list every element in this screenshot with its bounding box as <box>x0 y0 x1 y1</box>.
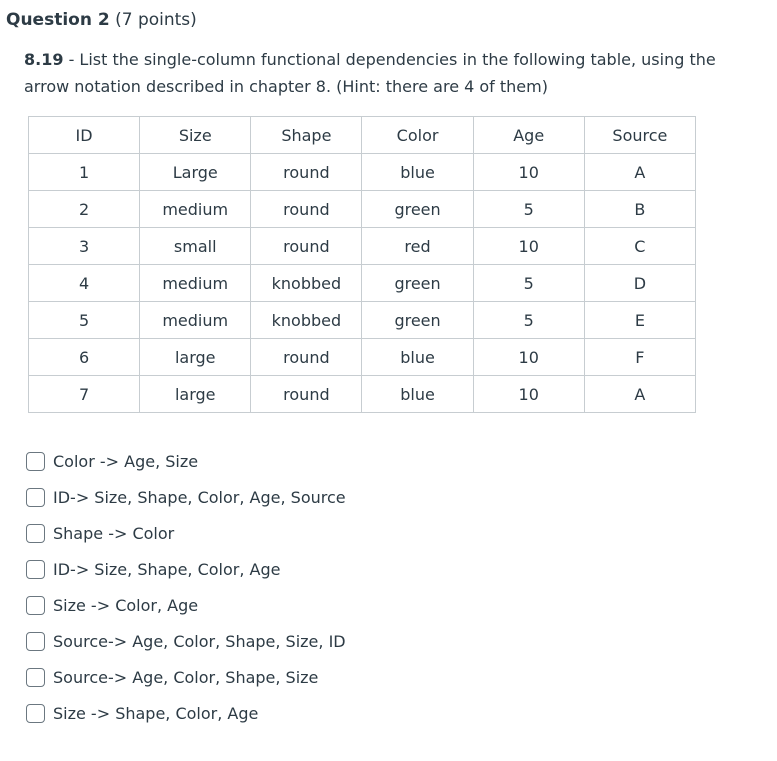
table-cell: red <box>362 228 473 265</box>
table-cell: large <box>140 339 251 376</box>
table-cell: 5 <box>473 191 584 228</box>
table-cell: 5 <box>473 265 584 302</box>
table-cell: medium <box>140 265 251 302</box>
question-header <box>6 9 197 31</box>
table-row <box>29 376 696 413</box>
table-cell: blue <box>362 376 473 413</box>
option-label: ID-> Size, Shape, Color, Age <box>53 559 281 579</box>
prompt-text: - List the single-column functional dependencies in the following table, using the arrow notation described in chapter 8. (Hint: there are 4 of them) <box>24 50 716 96</box>
option-label: ID-> Size, Shape, Color, Age, Source <box>53 487 346 507</box>
answer-option[interactable] <box>26 515 346 551</box>
table-cell: 10 <box>473 154 584 191</box>
table-cell: round <box>251 154 362 191</box>
column-header: Size <box>140 117 251 154</box>
table-cell: B <box>584 191 695 228</box>
checkbox-icon[interactable] <box>26 452 45 471</box>
prompt-number: 8.19 <box>24 50 64 69</box>
table-row <box>29 228 696 265</box>
option-label: Source-> Age, Color, Shape, Size <box>53 667 319 687</box>
column-header: Source <box>584 117 695 154</box>
table-cell: 4 <box>29 265 140 302</box>
table-cell: D <box>584 265 695 302</box>
table-cell: large <box>140 376 251 413</box>
table-cell: 5 <box>29 302 140 339</box>
table-row <box>29 154 696 191</box>
column-header: ID <box>29 117 140 154</box>
table-cell: E <box>584 302 695 339</box>
table-cell: 6 <box>29 339 140 376</box>
checkbox-icon[interactable] <box>26 560 45 579</box>
answer-option[interactable] <box>26 623 346 659</box>
answer-option[interactable] <box>26 695 346 731</box>
question-title: Question 2 <box>6 10 110 30</box>
table-cell: round <box>251 339 362 376</box>
option-label: Color -> Age, Size <box>53 451 199 471</box>
checkbox-icon[interactable] <box>26 596 45 615</box>
option-label: Source-> Age, Color, Shape, Size, ID <box>53 631 346 651</box>
table-cell: F <box>584 339 695 376</box>
table-cell: green <box>362 302 473 339</box>
checkbox-icon[interactable] <box>26 704 45 723</box>
column-header: Age <box>473 117 584 154</box>
table-cell: 1 <box>29 154 140 191</box>
table-cell: 10 <box>473 228 584 265</box>
table-cell: small <box>140 228 251 265</box>
column-header: Color <box>362 117 473 154</box>
checkbox-icon[interactable] <box>26 488 45 507</box>
table-row <box>29 302 696 339</box>
option-label: Shape -> Color <box>53 523 175 543</box>
table-cell: 7 <box>29 376 140 413</box>
checkbox-icon[interactable] <box>26 524 45 543</box>
table-cell: round <box>251 228 362 265</box>
question-points: (7 points) <box>115 10 197 30</box>
data-table <box>28 116 696 413</box>
answer-options <box>26 443 346 731</box>
checkbox-icon[interactable] <box>26 668 45 687</box>
table-cell: blue <box>362 154 473 191</box>
table-cell: Large <box>140 154 251 191</box>
table-cell: knobbed <box>251 302 362 339</box>
table-row <box>29 191 696 228</box>
table-cell: 2 <box>29 191 140 228</box>
option-label: Size -> Color, Age <box>53 595 199 615</box>
table-row <box>29 265 696 302</box>
column-header: Shape <box>251 117 362 154</box>
table-cell: green <box>362 265 473 302</box>
answer-option[interactable] <box>26 587 346 623</box>
checkbox-icon[interactable] <box>26 632 45 651</box>
table-cell: 10 <box>473 339 584 376</box>
table-cell: green <box>362 191 473 228</box>
table-cell: A <box>584 154 695 191</box>
table-cell: 3 <box>29 228 140 265</box>
table-cell: blue <box>362 339 473 376</box>
answer-option[interactable] <box>26 551 346 587</box>
table-cell: medium <box>140 191 251 228</box>
question-prompt <box>24 46 724 100</box>
table-cell: round <box>251 191 362 228</box>
answer-option[interactable] <box>26 443 346 479</box>
table-cell: 10 <box>473 376 584 413</box>
answer-option[interactable] <box>26 479 346 515</box>
table-cell: 5 <box>473 302 584 339</box>
table-cell: knobbed <box>251 265 362 302</box>
table-row <box>29 339 696 376</box>
table-cell: C <box>584 228 695 265</box>
table-cell: round <box>251 376 362 413</box>
table-header-row <box>29 117 696 154</box>
option-label: Size -> Shape, Color, Age <box>53 703 259 723</box>
answer-option[interactable] <box>26 659 346 695</box>
table-cell: A <box>584 376 695 413</box>
table-cell: medium <box>140 302 251 339</box>
